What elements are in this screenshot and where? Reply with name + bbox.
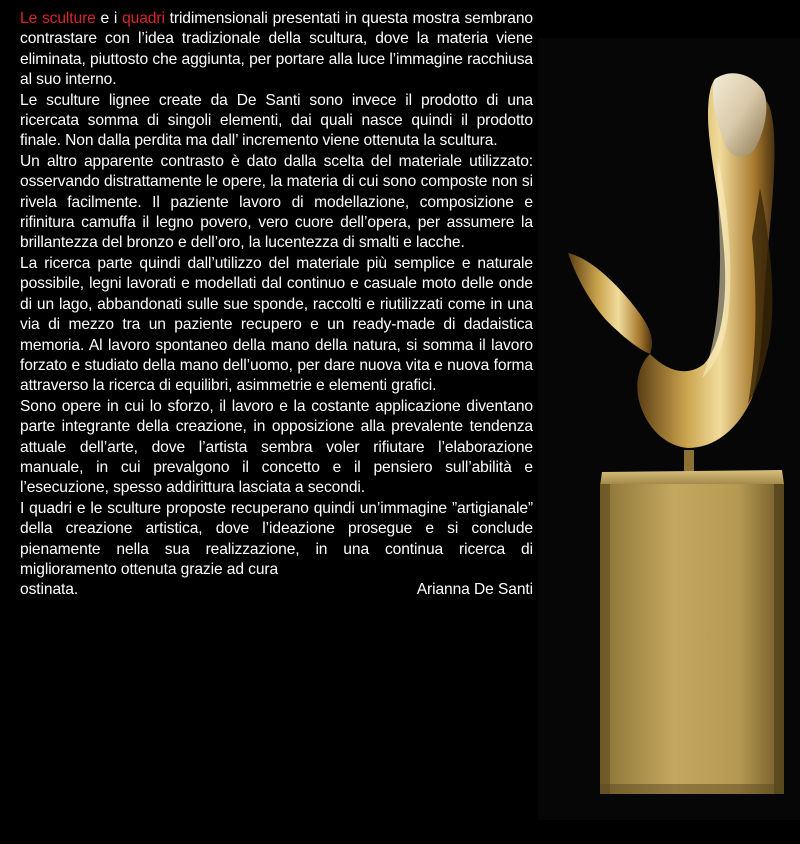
paragraph-5: Sono opere in cui lo sforzo, il lavoro e la costante applicazione diventano parte integrante della creazione, in opposizione alla prevalente tendenza attuale dell’arte, dove l’artista sembra voler rifiutare l’elaborazione manuale, in cui prevalgono il concetto e il pensiero sull’abilità e l’esecuzione, spesso addirittura lasciata a secondi. — [20, 397, 533, 497]
paragraph-2: Le sculture lignee create da De Santi sono invece il prodotto di una ricercata somma di singoli elementi, dai quali nasce quindi il prodotto finale. Non dalla perdita ma dall’ incremento viene ottenuta la scultura. — [20, 91, 533, 150]
base-left-shade — [600, 484, 610, 794]
sculpture-photo — [538, 38, 800, 820]
paragraph-3: Un altro apparente contrasto è dato dalla scelta del materiale utilizzato: osservando distrattamente le opere, la materia di cui sono composte non si rivela facilmente. Il paziente lavoro di modellazione, composizione e rifinitura camuffa il legno povero, vero cuore dell’opera, per assumere la brillantezza del bronzo e dell’oro, la lucentezza di smalti e lacche. — [20, 152, 533, 252]
base-top-face — [600, 470, 784, 486]
paragraph-1-connector: e i — [95, 10, 123, 27]
paragraph-1-rest: tridimensionali presentati in questa mostra sembrano contrastare con l’idea tradizionale della scultura, dove la materia viene eliminata, piuttosto che aggiunta, per portare alla luce l’immagine racchiusa al suo interno. — [20, 10, 533, 89]
article-text — [20, 9, 533, 601]
paragraph-6-end: ostinata. — [20, 581, 79, 599]
base-bottom-shade — [600, 784, 784, 794]
highlight-quadri: quadri — [122, 10, 165, 27]
highlight-sculture: Le sculture — [20, 10, 96, 27]
base-right-shade — [774, 484, 784, 794]
sculpture-rod — [684, 450, 694, 472]
sculpture-illustration — [538, 38, 800, 820]
base-block — [600, 484, 784, 794]
paragraph-4: La ricerca parte quindi dall’utilizzo del materiale più semplice e naturale possibile, legni lavorati e modellati dal continuo e casuale moto delle onde di un lago, abbandonati sulle sue sponde, raccolti e riutilizzati come in una via di mezzo tra un paziente recupero e un ready-made di dadaistica memoria. Al lavoro spontaneo della mano della natura, si somma il lavoro forzato e studiato della mano dell’uomo, per dare nuova vita e nuova forma attraverso la ricerca di equilibri, asimmetrie e elementi grafici. — [20, 254, 533, 395]
paragraph-1 — [20, 9, 533, 91]
signature: Arianna De Santi — [416, 581, 533, 599]
paragraph-6: I quadri e le sculture proposte recuperano quindi un’immagine ”artigianale” della creazione artistica, dove l’ideazione prosegue e si conclude pienamente nella sua realizzazione, in una continua ricerca di miglioramento ottenuta grazie ad cura — [20, 499, 533, 578]
closing-line — [20, 580, 533, 600]
